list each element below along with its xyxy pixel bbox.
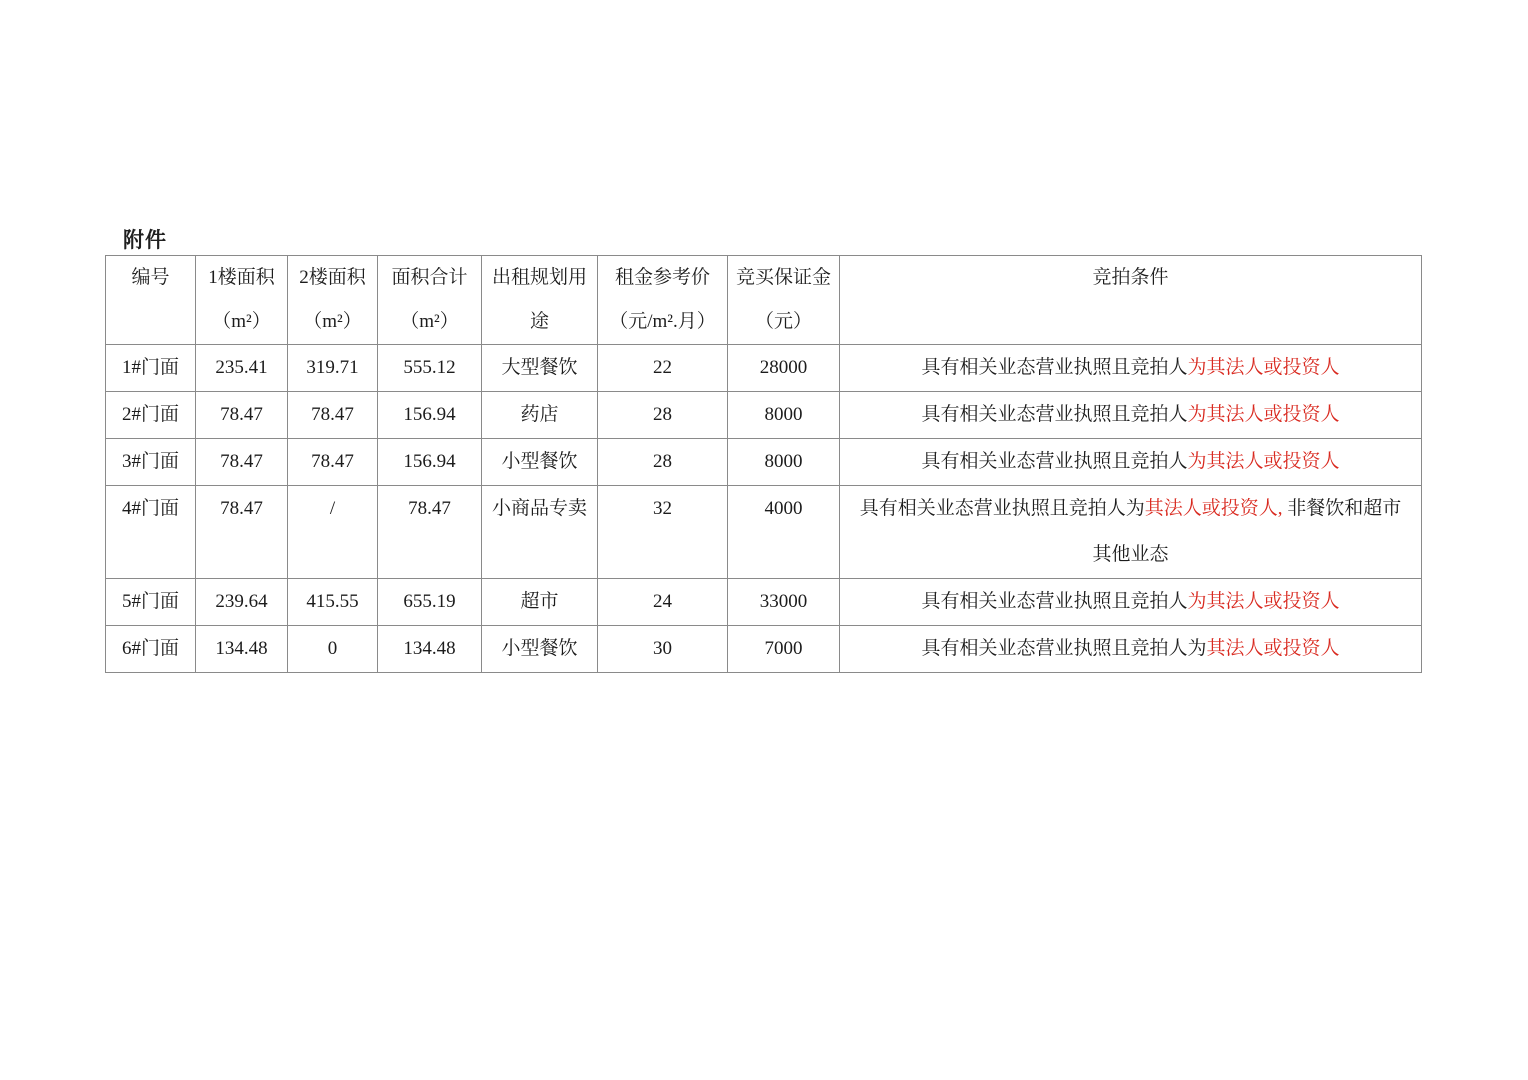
cell-deposit: 7000 bbox=[728, 626, 840, 673]
cell-unit-id: 4#门面 bbox=[106, 486, 196, 579]
header-line2: （元/m².月） bbox=[609, 311, 716, 332]
condition-text: 具有相关业态营业执照且竞拍人 bbox=[921, 404, 1188, 425]
cell-floor2-area: / bbox=[288, 486, 378, 579]
condition-text: 具有相关业态营业执照且竞拍人为 bbox=[921, 638, 1207, 659]
cell-unit-id: 1#门面 bbox=[106, 345, 196, 392]
col-header-planned-use bbox=[482, 256, 598, 345]
cell-rent-reference: 32 bbox=[598, 486, 728, 579]
header-line2: （元） bbox=[754, 311, 812, 332]
cell-floor1-area: 235.41 bbox=[196, 345, 288, 392]
condition-text: 具有相关业态营业执照且竞拍人 bbox=[921, 451, 1188, 472]
header-line1: 租金参考价 bbox=[614, 267, 710, 288]
header-line1: 编号 bbox=[131, 267, 170, 288]
col-header-total-area bbox=[378, 256, 482, 345]
cell-auction-condition bbox=[840, 486, 1422, 579]
cell-floor2-area: 319.71 bbox=[288, 345, 378, 392]
cell-total-area: 78.47 bbox=[378, 486, 482, 579]
table-row bbox=[106, 486, 1422, 579]
header-line2: （m²） bbox=[400, 311, 459, 332]
condition-text-red: 其法人或投资人 bbox=[1206, 638, 1340, 659]
header-line2 bbox=[108, 300, 193, 344]
cell-floor2-area: 415.55 bbox=[288, 579, 378, 626]
cell-rent-reference: 22 bbox=[598, 345, 728, 392]
cell-unit-id: 2#门面 bbox=[106, 392, 196, 439]
col-header-deposit bbox=[728, 256, 840, 345]
cell-deposit: 4000 bbox=[728, 486, 840, 579]
condition-second-line: 其他业态 bbox=[1092, 544, 1169, 565]
cell-floor1-area: 134.48 bbox=[196, 626, 288, 673]
cell-floor1-area: 78.47 bbox=[196, 392, 288, 439]
cell-total-area: 156.94 bbox=[378, 392, 482, 439]
cell-total-area: 555.12 bbox=[378, 345, 482, 392]
header-line2: （m²） bbox=[212, 311, 271, 332]
col-header-rent-reference bbox=[598, 256, 728, 345]
table-row bbox=[106, 439, 1422, 486]
col-header-floor1-area bbox=[196, 256, 288, 345]
cell-floor2-area: 78.47 bbox=[288, 392, 378, 439]
condition-text: 具有相关业态营业执照且竞拍人为 bbox=[859, 498, 1145, 519]
cell-planned-use: 超市 bbox=[482, 579, 598, 626]
condition-text-red: 为其法人或投资人 bbox=[1187, 357, 1340, 378]
condition-text: 具有相关业态营业执照且竞拍人 bbox=[921, 591, 1188, 612]
cell-deposit: 8000 bbox=[728, 392, 840, 439]
cell-planned-use: 药店 bbox=[482, 392, 598, 439]
cell-unit-id: 6#门面 bbox=[106, 626, 196, 673]
header-line1: 竞拍条件 bbox=[1092, 267, 1169, 288]
table-row bbox=[106, 579, 1422, 626]
condition-text-red: 其法人或投资人, bbox=[1144, 498, 1283, 519]
condition-text-after: 非餐饮和超市 bbox=[1282, 498, 1402, 519]
cell-total-area: 655.19 bbox=[378, 579, 482, 626]
header-line1: 面积合计 bbox=[391, 267, 468, 288]
cell-floor2-area: 78.47 bbox=[288, 439, 378, 486]
cell-planned-use: 小型餐饮 bbox=[482, 626, 598, 673]
header-line1: 出租规划用 bbox=[491, 267, 587, 288]
table-header-row bbox=[106, 256, 1422, 345]
header-line2: （m²） bbox=[303, 311, 362, 332]
cell-total-area: 156.94 bbox=[378, 439, 482, 486]
cell-auction-condition bbox=[840, 626, 1422, 673]
cell-planned-use: 大型餐饮 bbox=[482, 345, 598, 392]
attachment-table bbox=[105, 255, 1422, 673]
col-header-number bbox=[106, 256, 196, 345]
cell-deposit: 28000 bbox=[728, 345, 840, 392]
condition-text-red: 为其法人或投资人 bbox=[1187, 591, 1340, 612]
cell-deposit: 33000 bbox=[728, 579, 840, 626]
table-row bbox=[106, 392, 1422, 439]
cell-floor2-area: 0 bbox=[288, 626, 378, 673]
cell-floor1-area: 239.64 bbox=[196, 579, 288, 626]
col-header-auction-conditions bbox=[840, 256, 1422, 345]
header-line1: 2楼面积 bbox=[299, 267, 366, 288]
cell-auction-condition bbox=[840, 392, 1422, 439]
col-header-floor2-area bbox=[288, 256, 378, 345]
condition-text-red: 为其法人或投资人 bbox=[1187, 404, 1340, 425]
cell-rent-reference: 30 bbox=[598, 626, 728, 673]
cell-rent-reference: 28 bbox=[598, 392, 728, 439]
cell-unit-id: 5#门面 bbox=[106, 579, 196, 626]
cell-planned-use: 小型餐饮 bbox=[482, 439, 598, 486]
cell-planned-use: 小商品专卖 bbox=[482, 486, 598, 579]
header-line2 bbox=[842, 300, 1419, 344]
cell-floor1-area: 78.47 bbox=[196, 486, 288, 579]
cell-floor1-area: 78.47 bbox=[196, 439, 288, 486]
cell-rent-reference: 24 bbox=[598, 579, 728, 626]
condition-text: 具有相关业态营业执照且竞拍人 bbox=[921, 357, 1188, 378]
cell-deposit: 8000 bbox=[728, 439, 840, 486]
cell-unit-id: 3#门面 bbox=[106, 439, 196, 486]
table-row bbox=[106, 626, 1422, 673]
header-line1: 1楼面积 bbox=[208, 267, 275, 288]
header-line2: 途 bbox=[529, 311, 549, 332]
cell-total-area: 134.48 bbox=[378, 626, 482, 673]
cell-auction-condition bbox=[840, 579, 1422, 626]
page-title: 附件 bbox=[123, 229, 167, 252]
cell-rent-reference: 28 bbox=[598, 439, 728, 486]
condition-text-red: 为其法人或投资人 bbox=[1187, 451, 1340, 472]
table-row bbox=[106, 345, 1422, 392]
header-line1: 竞买保证金 bbox=[735, 267, 831, 288]
cell-auction-condition bbox=[840, 439, 1422, 486]
cell-auction-condition bbox=[840, 345, 1422, 392]
